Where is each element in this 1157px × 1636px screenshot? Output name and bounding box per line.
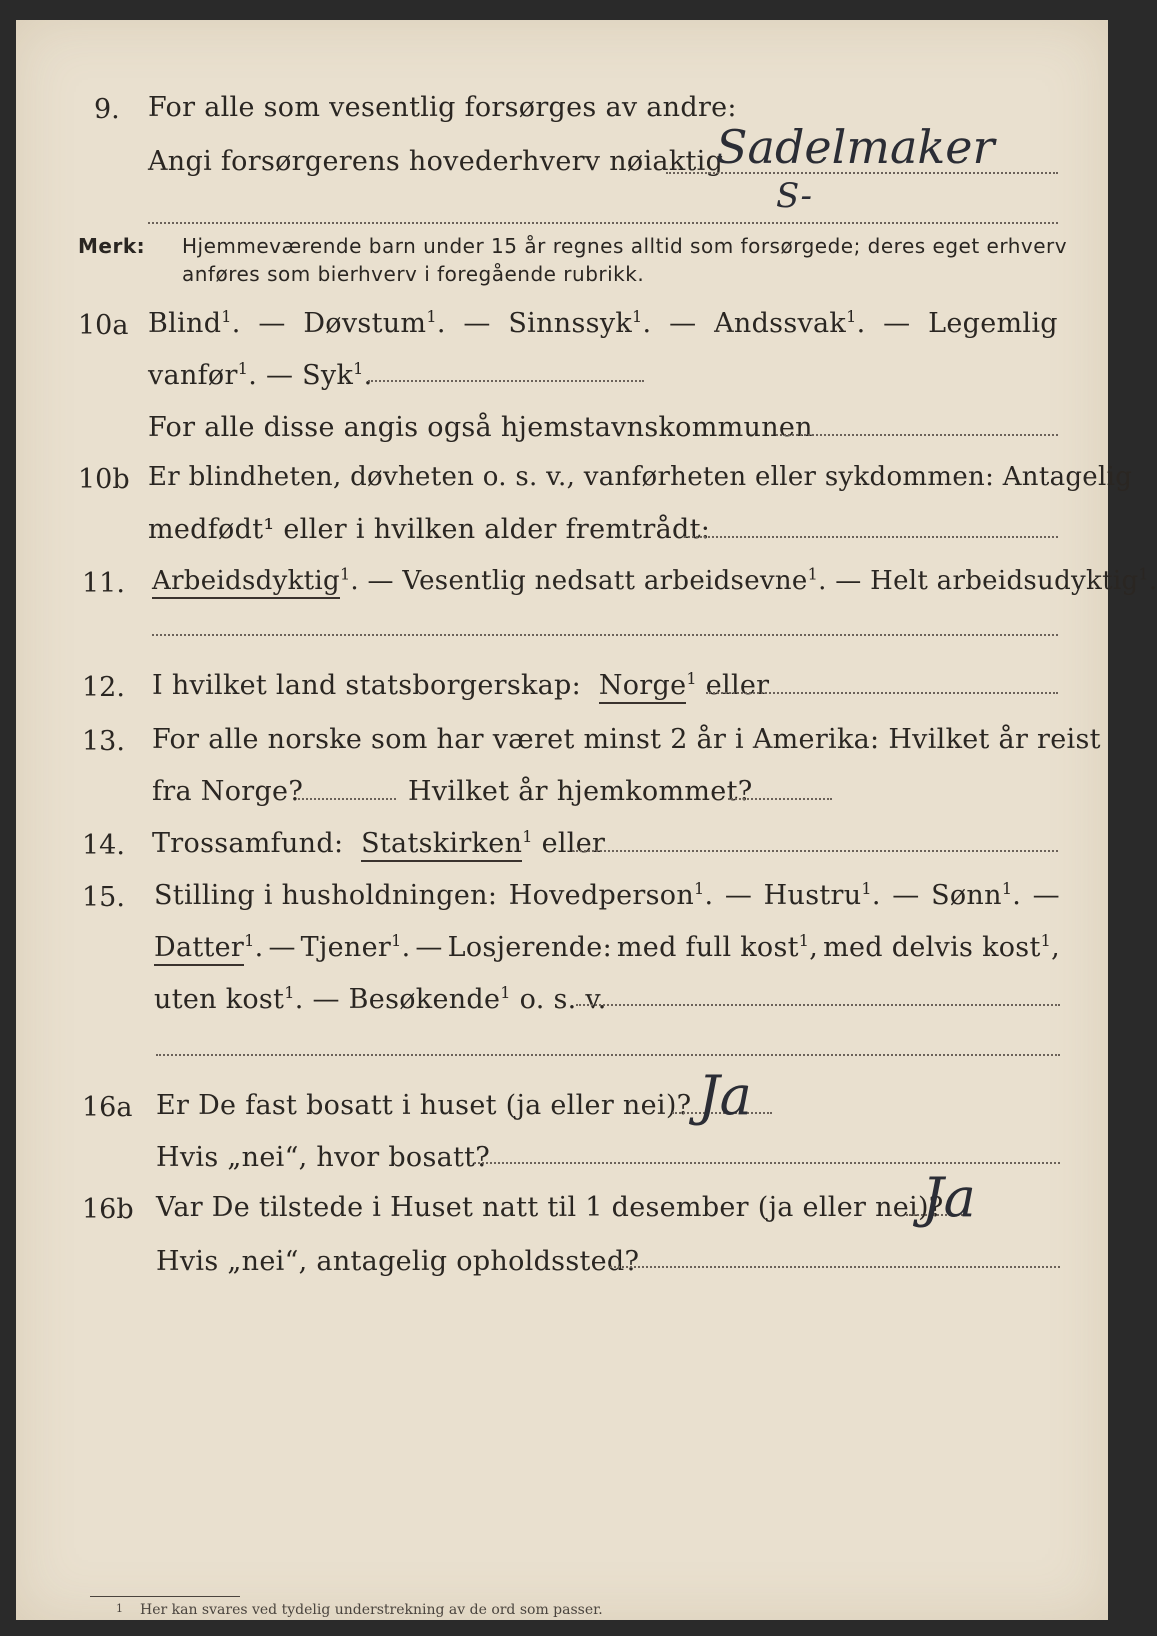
q16a-question: Er De fast bosatt i huset (ja eller nei)?: [156, 1090, 692, 1121]
q16b-handwritten-answer: Ja: [922, 1166, 976, 1229]
q10a-home-municipality-label: For alle disse angis også hjemstavnskommunen: [148, 412, 813, 443]
q15-answer-line: [576, 1004, 1060, 1006]
merk-label: Merk:: [78, 234, 146, 258]
q10a-syk-line: [368, 380, 644, 382]
merk-text-1: Hjemmeværende barn under 15 år regnes alltid som forsørgede; deres eget erhverv: [182, 234, 1068, 258]
q15-line2: Datter$^1$. — Tjener$^1$. — Losjerende: med full kost$^1$, med delvis kost$^1$,: [154, 932, 1060, 963]
q13-question: For alle norske som har været minst 2 år i Amerika: Hvilket år reist: [152, 724, 1101, 755]
q13-left-year-line: [298, 798, 396, 800]
footnote-rule: [90, 1596, 240, 1597]
q15-answer-line-2: [156, 1054, 1060, 1056]
q12-number: 12.: [82, 672, 125, 703]
q16a-number: 16a: [82, 1092, 133, 1123]
q11-number: 11.: [82, 568, 125, 599]
q10b-onset-label: medfødt¹ eller i hvilken alder fremtrådt:: [148, 514, 711, 545]
q10b-onset-line: [684, 536, 1058, 538]
q16a-residence-line: [474, 1162, 1060, 1164]
q10a-number: 10a: [78, 310, 129, 341]
q13-left-norway-label: fra Norge?: [152, 776, 304, 807]
q13-number: 13.: [82, 726, 125, 757]
q10a-line2: vanfør$^1$. — Syk$^1$.: [148, 359, 373, 391]
q14-answer-line: [572, 850, 1058, 852]
q11-answer-line: [152, 634, 1058, 636]
q16b-whereabouts-line: [610, 1266, 1060, 1268]
q15-line3: uten kost$^1$. — Besøkende$^1$ o. s. v.: [154, 983, 607, 1015]
q12-answer-line: [706, 692, 1058, 694]
q10a-legemlig: Legemlig: [928, 308, 1058, 339]
q13-returned-year-line: [728, 798, 832, 800]
q10a-andssvak: Andssvak$^1$.: [714, 307, 866, 339]
q13-returned-label: Hvilket år hjemkommet?: [408, 776, 753, 807]
q14-number: 14.: [82, 830, 125, 861]
q9-answer-line-2: [148, 222, 1058, 224]
q12-question: I hvilket land statsborgerskap: Norge$^1$ eller: [152, 670, 769, 701]
merk-text-2: anføres som bierhverv i foregående rubrikk.: [182, 262, 645, 286]
q16a-residence-label: Hvis „nei“, hvor bosatt?: [156, 1142, 491, 1173]
q10a-dovstum: Døvstum$^1$.: [303, 307, 446, 339]
q9-provider-label: Angi forsørgerens hovederhverv nøiaktig: [148, 146, 724, 177]
q16b-question: Var De tilstede i Huset natt til 1 desember (ja eller nei)?: [156, 1192, 944, 1223]
q15-datter-underlined: Datter: [154, 932, 244, 966]
q10b-question: Er blindheten, døvheten o. s. v., vanførheten eller sykdommen: Antagelig: [148, 462, 1133, 492]
q11-options: Arbeidsdyktig$^1$. — Vesentlig nedsatt arbeidsevne$^1$. — Helt arbeidsudyktig$^1$.: [152, 566, 1157, 596]
q16b-number: 16b: [82, 1194, 134, 1225]
q9-handwritten-answer-2: S-: [776, 176, 813, 216]
q15-line1: Stilling i husholdningen: Hovedperson$^1$. — Hustru$^1$. — Sønn$^1$. —: [154, 879, 1060, 911]
q16a-handwritten-answer: Ja: [698, 1064, 752, 1127]
q9-question: For alle som vesentlig forsørges av andre:: [148, 92, 737, 123]
census-form-page: [16, 20, 1157, 1620]
footnote-mark: 1: [116, 1602, 123, 1615]
footnote-text: Her kan svares ved tydelig understrekning av de ord som passer.: [140, 1602, 603, 1618]
q10a-home-municipality-line: [776, 434, 1058, 436]
q16b-whereabouts-label: Hvis „nei“, antagelig opholdssted?: [156, 1246, 640, 1277]
q10a-sinnssyk: Sinnssyk$^1$.: [508, 307, 652, 339]
q11-arbeidsdyktig-underlined: Arbeidsdyktig: [152, 566, 340, 599]
q14-statskirken-underlined: Statskirken: [361, 828, 522, 862]
q9-number: 9.: [94, 94, 120, 125]
q9-handwritten-answer: Sadelmaker: [716, 120, 995, 174]
q10a-blind: Blind$^1$.: [148, 307, 241, 339]
q15-number: 15.: [82, 882, 125, 913]
q10a-options: Blind$^1$. — Døvstum$^1$. — Sinnssyk$^1$. — Andssvak$^1$. — Legemlig: [148, 307, 1058, 339]
q10b-number: 10b: [78, 464, 130, 495]
q14-question: Trossamfund: Statskirken$^1$ eller: [152, 828, 605, 859]
q12-norge-underlined: Norge: [599, 670, 687, 704]
